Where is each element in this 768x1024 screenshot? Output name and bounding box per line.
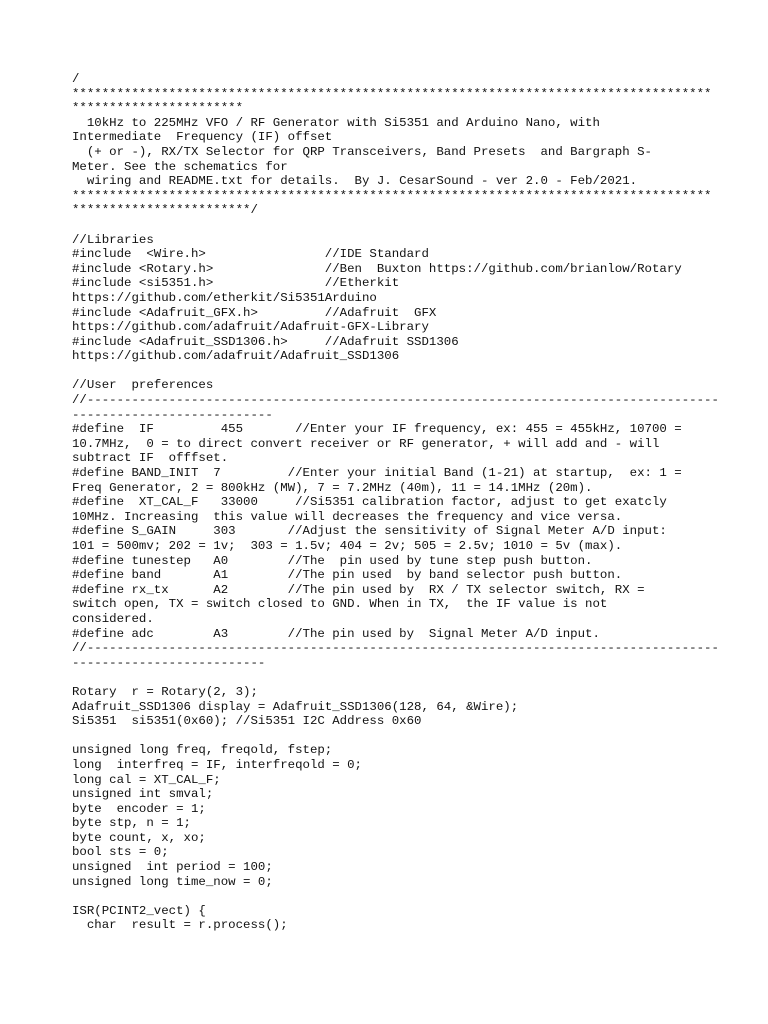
code-line: #define S_GAIN 303 //Adjust the sensitivity of Signal Meter A/D input: [72, 524, 667, 539]
code-line [72, 729, 712, 744]
code-line: ************************/ [72, 203, 258, 218]
code-line [72, 218, 712, 233]
code-line: #define IF 455 //Enter your IF frequency, ex: 455 = 455kHz, 10700 = [72, 422, 682, 437]
code-line: wiring and README.txt for details. By J. CesarSound - ver 2.0 - Feb/2021. [72, 174, 638, 189]
code-line: Si5351 si5351(0x60); //Si5351 I2C Address 0x60 [72, 714, 422, 729]
code-line: #include <Adafruit_SSD1306.h> //Adafruit SSD1306 [72, 334, 459, 349]
code-line: https://github.com/adafruit/Adafruit-GFX-Library [72, 320, 429, 335]
code-line: ************************************************************************************** [72, 188, 712, 203]
code-line: unsigned int smval; [72, 787, 214, 802]
code-line [72, 670, 712, 685]
code-line: Freq Generator, 2 = 800kHz (MW), 7 = 7.2MHz (40m), 11 = 14.1MHz (20m). [72, 480, 593, 495]
code-line: switch open, TX = switch closed to GND. When in TX, the IF value is not [72, 597, 608, 612]
code-line: ************************************************************************************** [72, 86, 712, 101]
code-line: considered. [72, 611, 154, 626]
code-document [72, 72, 719, 933]
code-line: //------------------------------------------------------------------------------------- [72, 393, 719, 408]
code-line [72, 364, 712, 379]
code-line: #define tunestep A0 //The pin used by tune step push button. [72, 553, 593, 568]
code-line: #define adc A3 //The pin used by Signal Meter A/D input. [72, 626, 600, 641]
code-line: subtract IF offfset. [72, 451, 229, 466]
code-line: #define XT_CAL_F 33000 //Si5351 calibration factor, adjust to get exatcly [72, 495, 667, 510]
code-line: #define rx_tx A2 //The pin used by RX / TX selector switch, RX = [72, 582, 645, 597]
code-line: byte encoder = 1; [72, 801, 206, 816]
code-line: --------------------------- [72, 407, 273, 422]
code-line: *********************** [72, 101, 244, 116]
code-line: byte stp, n = 1; [72, 816, 191, 831]
code-line: Intermediate Frequency (IF) offset [72, 130, 333, 145]
code-line: 10.7MHz, 0 = to direct convert receiver or RF generator, + will add and - will [72, 436, 660, 451]
code-line: char result = r.process(); [72, 918, 288, 933]
code-line: https://github.com/etherkit/Si5351Arduino [72, 290, 377, 305]
code-line: Rotary r = Rotary(2, 3); [72, 684, 258, 699]
code-line: unsigned int period = 100; [72, 860, 273, 875]
code-line: //------------------------------------------------------------------------------------- [72, 641, 719, 656]
code-line: -------------------------- [72, 655, 266, 670]
code-line: long interfreq = IF, interfreqold = 0; [72, 757, 362, 772]
code-line: #include <si5351.h> //Etherkit [72, 276, 400, 291]
code-line: https://github.com/adafruit/Adafruit_SSD1306 [72, 349, 400, 364]
code-line: long cal = XT_CAL_F; [72, 772, 221, 787]
code-line: unsigned long time_now = 0; [72, 874, 273, 889]
code-line: (+ or -), RX/TX Selector for QRP Transceivers, Band Presets and Bargraph S- [72, 144, 652, 159]
code-line [72, 889, 712, 904]
code-line: Meter. See the schematics for [72, 159, 288, 174]
code-line: //User preferences [72, 378, 214, 393]
code-line: / [72, 72, 80, 86]
code-line: #include <Rotary.h> //Ben Buxton https://github.com/brianlow/Rotary [72, 261, 682, 276]
code-line: ISR(PCINT2_vect) { [72, 903, 206, 918]
code-line: 10kHz to 225MHz VFO / RF Generator with Si5351 and Arduino Nano, with [72, 115, 600, 130]
code-line: unsigned long freq, freqold, fstep; [72, 743, 333, 758]
code-line: #define band A1 //The pin used by band selector push button. [72, 568, 623, 583]
code-line: #define BAND_INIT 7 //Enter your initial Band (1-21) at startup, ex: 1 = [72, 466, 682, 481]
code-line: bool sts = 0; [72, 845, 169, 860]
code-line: //Libraries [72, 232, 154, 247]
code-line: Adafruit_SSD1306 display = Adafruit_SSD1306(128, 64, &Wire); [72, 699, 519, 714]
code-line: 10MHz. Increasing this value will decreases the frequency and vice versa. [72, 509, 623, 524]
code-line: #include <Wire.h> //IDE Standard [72, 247, 429, 262]
code-line: byte count, x, xo; [72, 830, 206, 845]
code-line: 101 = 500mv; 202 = 1v; 303 = 1.5v; 404 = 2v; 505 = 2.5v; 1010 = 5v (max). [72, 539, 623, 553]
code-line: #include <Adafruit_GFX.h> //Adafruit GFX [72, 305, 437, 320]
